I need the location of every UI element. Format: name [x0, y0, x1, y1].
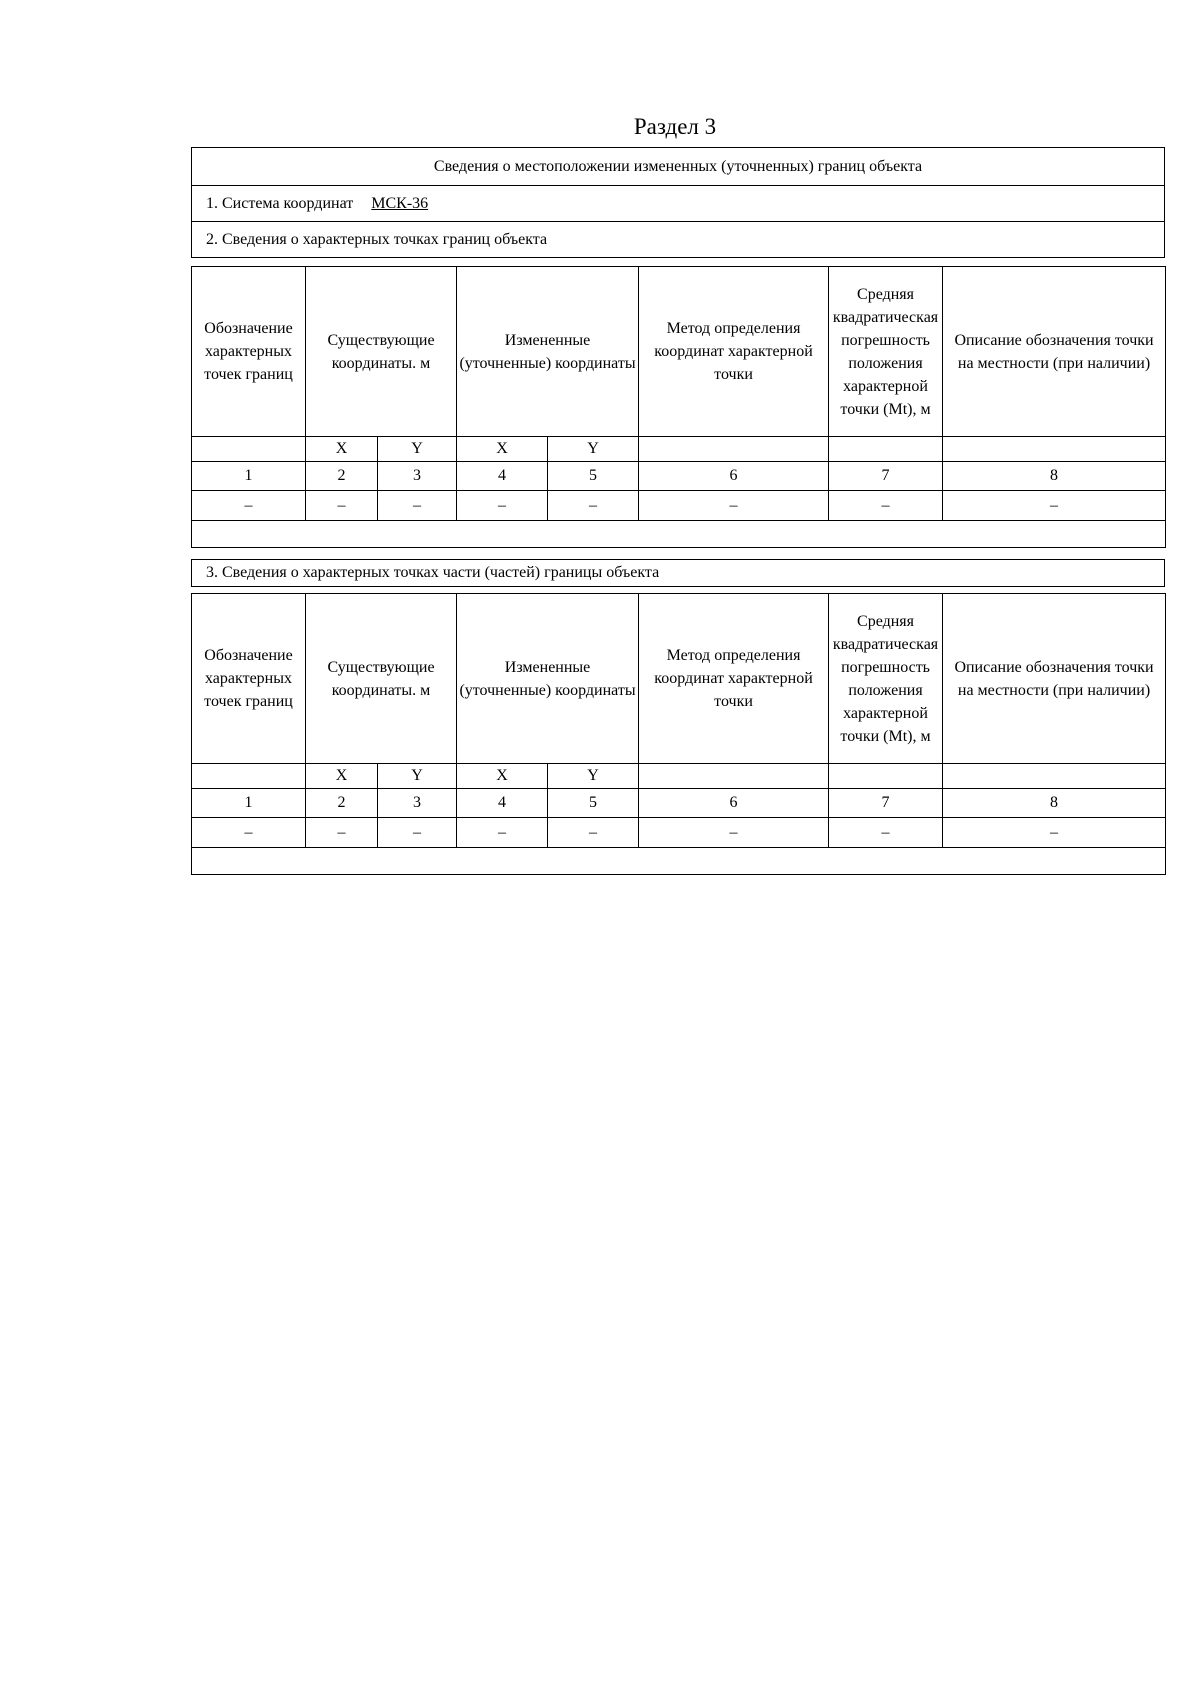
dash-cell: – — [306, 818, 378, 848]
table-header-row — [192, 267, 1166, 437]
description-header: Описание обозначения точки на местности (при наличии) — [943, 267, 1166, 437]
existing-coords-header: Существующие координаты. м — [306, 594, 457, 764]
dash-cell: – — [457, 491, 548, 521]
subheader-x-changed: X — [457, 437, 548, 462]
column-number: 1 — [192, 462, 306, 491]
subheader-empty — [192, 437, 306, 462]
coordinate-system-row — [192, 186, 1164, 222]
description-header: Описание обозначения точки на местности (при наличии) — [943, 594, 1166, 764]
subheader-y-changed: Y — [548, 764, 639, 789]
subheader-empty — [639, 764, 829, 789]
subheader-y-existing: Y — [378, 764, 457, 789]
subheader-empty — [943, 764, 1166, 789]
dash-cell: – — [378, 491, 457, 521]
dash-cell: – — [829, 818, 943, 848]
designation-header: Обозначение характерных точек границ — [192, 594, 306, 764]
dash-cell: – — [639, 491, 829, 521]
table-number-row — [192, 789, 1166, 818]
subheader-empty — [829, 437, 943, 462]
dash-cell: – — [829, 491, 943, 521]
subheader-x-changed: X — [457, 764, 548, 789]
subheader-empty — [829, 764, 943, 789]
dash-cell: – — [192, 818, 306, 848]
subheader-empty — [192, 764, 306, 789]
column-number: 7 — [829, 789, 943, 818]
method-header: Метод определения координат характерной точки — [639, 594, 829, 764]
changed-coords-header: Измененные (уточненные) координаты — [457, 594, 639, 764]
dash-cell: – — [943, 818, 1166, 848]
column-number: 5 — [548, 789, 639, 818]
page-title-text: Раздел 3 — [633, 114, 717, 139]
column-number: 8 — [943, 462, 1166, 491]
table-empty-row — [192, 521, 1166, 548]
part-boundary-points-table — [191, 593, 1166, 875]
subheader-y-changed: Y — [548, 437, 639, 462]
section-header-text: Сведения о местоположении измененных (уточненных) границ объекта — [433, 157, 923, 175]
error-header: Средняя квадратическая погрешность положения характерной точки (Mt), м — [829, 594, 943, 764]
points-section-title — [192, 222, 1164, 258]
page-title — [0, 114, 1200, 140]
subheader-y-existing: Y — [378, 437, 457, 462]
column-number: 5 — [548, 462, 639, 491]
existing-coords-header: Существующие координаты. м — [306, 267, 457, 437]
subheader-x-existing: X — [306, 764, 378, 789]
dash-cell: – — [639, 818, 829, 848]
column-number: 6 — [639, 462, 829, 491]
boundary-points-table — [191, 266, 1166, 548]
table-row — [192, 491, 1166, 521]
column-number: 1 — [192, 789, 306, 818]
table-header-row — [192, 594, 1166, 764]
column-number: 8 — [943, 789, 1166, 818]
subheader-empty — [943, 437, 1166, 462]
dash-cell: – — [457, 818, 548, 848]
parts-section-title-text: 3. Сведения о характерных точках части (частей) границы объекта — [206, 564, 660, 581]
coordinate-system-label: 1. Система координат — [206, 194, 354, 212]
section-info-box — [191, 147, 1165, 258]
parts-section-title — [191, 559, 1165, 587]
empty-cell — [192, 521, 1166, 548]
column-number: 3 — [378, 789, 457, 818]
dash-cell: – — [548, 491, 639, 521]
designation-header: Обозначение характерных точек границ — [192, 267, 306, 437]
section-header — [192, 148, 1164, 186]
method-header: Метод определения координат характерной точки — [639, 267, 829, 437]
dash-cell: – — [943, 491, 1166, 521]
column-number: 2 — [306, 462, 378, 491]
column-number: 3 — [378, 462, 457, 491]
dash-cell: – — [306, 491, 378, 521]
error-header: Средняя квадратическая погрешность положения характерной точки (Mt), м — [829, 267, 943, 437]
column-number: 7 — [829, 462, 943, 491]
column-number: 4 — [457, 462, 548, 491]
coordinate-system-value: МСК-36 — [371, 194, 429, 212]
dash-cell: – — [192, 491, 306, 521]
points-section-title-text: 2. Сведения о характерных точках границ объекта — [206, 231, 548, 248]
table-row — [192, 818, 1166, 848]
table-empty-row — [192, 848, 1166, 875]
subheader-empty — [639, 437, 829, 462]
dash-cell: – — [548, 818, 639, 848]
column-number: 2 — [306, 789, 378, 818]
subheader-x-existing: X — [306, 437, 378, 462]
column-number: 4 — [457, 789, 548, 818]
changed-coords-header: Измененные (уточненные) координаты — [457, 267, 639, 437]
empty-cell — [192, 848, 1166, 875]
column-number: 6 — [639, 789, 829, 818]
table-subheader-row — [192, 764, 1166, 789]
table-number-row — [192, 462, 1166, 491]
table-subheader-row — [192, 437, 1166, 462]
dash-cell: – — [378, 818, 457, 848]
